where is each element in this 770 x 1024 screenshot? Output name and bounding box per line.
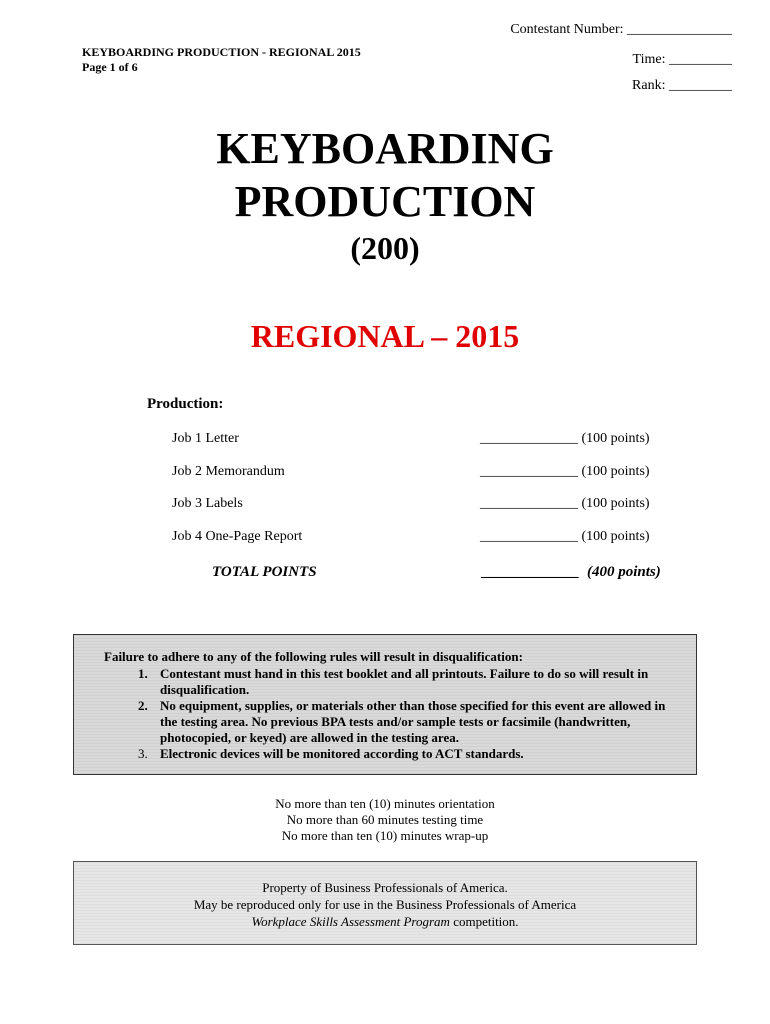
job-4-points: ______________ (100 points) [480,529,650,544]
title-line-2: PRODUCTION [234,177,536,226]
orientation-time: No more than ten (10) minutes orientation [275,796,495,811]
disqualification-rules-box [73,634,697,775]
rank-field: Rank: _________ [632,78,732,93]
testing-time: No more than 60 minutes testing time [286,812,484,827]
job-1-points: ______________ (100 points) [480,431,650,446]
regional-heading: REGIONAL – 2015 [250,318,520,354]
rule-text: Contestant must hand in this test booklet and all printouts. Failure to do so will result in disqualification. [160,666,649,697]
rule-item [138,698,684,746]
program-name: Workplace Skills Assessment Program [251,914,450,929]
document-header [82,45,361,75]
rule-number: 1. [138,666,148,681]
job-3-points: ______________ (100 points) [480,496,650,511]
property-notice-box [73,861,697,945]
time-limits [0,796,770,844]
rules-heading: Failure to adhere to any of the following rules will result in disqualification: [104,649,523,664]
job-2-points: ______________ (100 points) [480,464,650,479]
property-line-3 [74,913,696,930]
job-3-name: Job 3 Labels [172,496,243,511]
job-1-name: Job 1 Letter [172,431,239,446]
rule-number: 3. [138,746,148,761]
rule-item [138,746,684,762]
wrapup-time: No more than ten (10) minutes wrap-up [281,828,489,843]
job-2-name: Job 2 Memorandum [172,464,285,479]
event-line: KEYBOARDING PRODUCTION - REGIONAL 2015 [82,45,361,59]
total-points-label: TOTAL POINTS [212,564,317,580]
contestant-number-field: Contestant Number: _______________ [510,22,732,37]
time-field: Time: _________ [632,52,732,67]
production-label: Production: [147,396,224,412]
property-line-3-rest: competition. [449,914,519,929]
rule-text: Electronic devices will be monitored according to ACT standards. [160,746,524,761]
total-points-value: _____________ (400 points) [482,564,661,580]
event-code: (200) [350,230,420,266]
property-line-2: May be reproduced only for use in the Business Professionals of America [193,897,577,912]
page-number: Page 1 of 6 [82,60,138,74]
rule-item [138,666,684,698]
rule-text: No equipment, supplies, or materials other than those specified for this event are allowed in the testing area. No previous BPA tests and/or sample tests or facsimile (handwritten, photocopied, or keyed) are allowed in the testing area. [160,698,666,745]
job-4-name: Job 4 One-Page Report [172,529,303,544]
title-line-1: KEYBOARDING [216,124,554,173]
property-line-1: Property of Business Professionals of America. [262,880,508,895]
rule-number: 2. [138,698,148,713]
